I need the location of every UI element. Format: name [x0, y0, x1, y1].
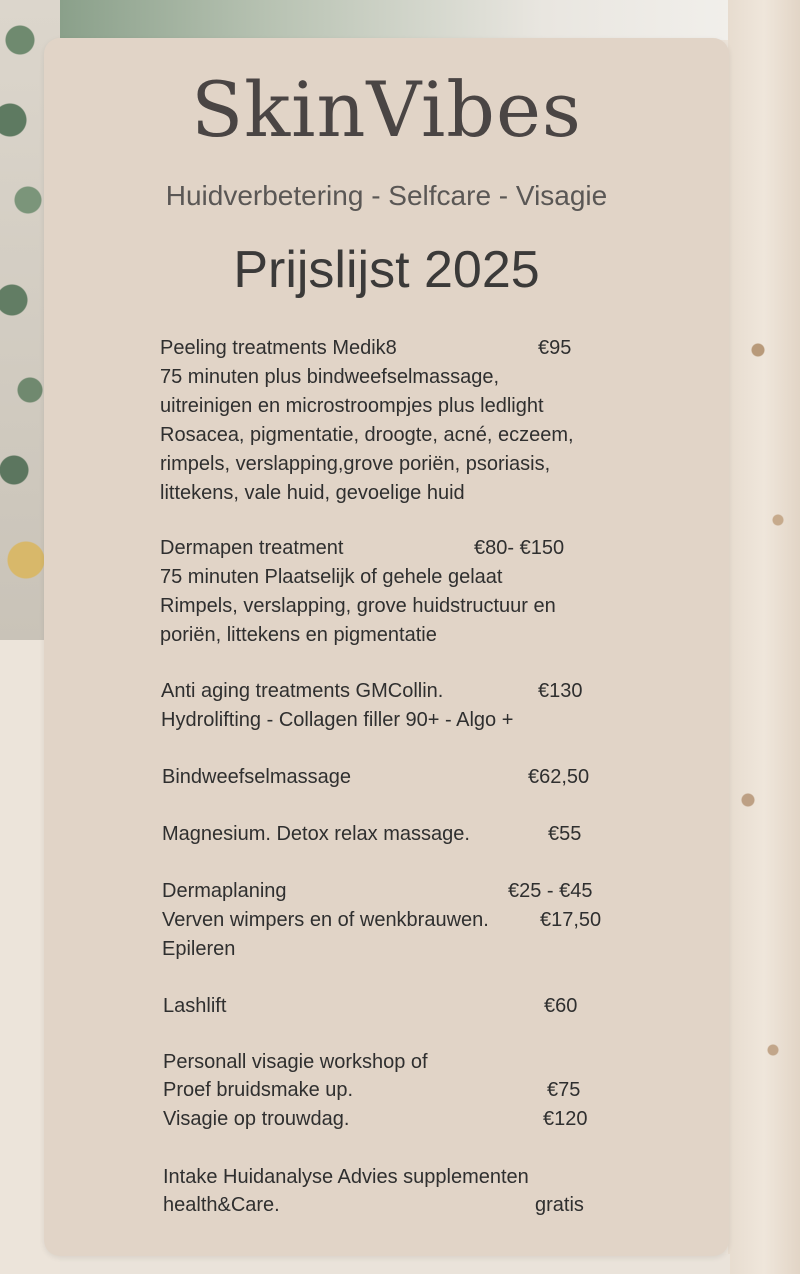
item-visagie-trouwdag-price: €120: [543, 1108, 588, 1130]
item-dermapen-desc-1: 75 minuten Plaatselijk of gehele gelaat: [160, 566, 503, 588]
item-dermapen-price: €80- €150: [474, 537, 565, 559]
item-lashlift-title: Lashlift: [163, 995, 227, 1017]
item-antiaging-desc-1: Hydrolifting - Collagen filler 90+ - Algo +: [161, 709, 514, 731]
item-dermapen-title: Dermapen treatment: [160, 537, 344, 559]
item-intake-price: gratis: [535, 1194, 584, 1216]
item-lashlift-price: €60: [544, 995, 578, 1017]
brand-tagline: Huidverbetering - Selfcare - Visagie: [165, 180, 608, 211]
item-epileren-title: Epileren: [162, 938, 236, 960]
item-visagie-proef: Proef bruidsmake up.: [163, 1079, 354, 1101]
background-stone-wall: [728, 0, 800, 1274]
background-bottom: [60, 1254, 730, 1274]
item-dermapen-desc-2: Rimpels, verslapping, grove huidstructuur en: [160, 595, 556, 617]
item-dermapen-desc-3: poriën, littekens en pigmentatie: [160, 624, 437, 646]
background-top: [60, 0, 750, 40]
item-peeling-desc-1: 75 minuten plus bindweefselmassage,: [160, 366, 500, 388]
item-antiaging-price: €130: [538, 680, 583, 702]
item-peeling-desc-4: rimpels, verslapping,grove poriën, psoriasis,: [160, 453, 551, 475]
item-peeling-desc-2: uitreinigen en microstroompjes plus ledlight: [160, 395, 544, 417]
item-bindweefsel-title: Bindweefselmassage: [162, 766, 351, 788]
item-visagie-trouwdag: Visagie op trouwdag.: [163, 1108, 350, 1130]
item-magnesium-title: Magnesium. Detox relax massage.: [162, 823, 470, 845]
item-peeling-desc-5: littekens, vale huid, gevoelige huid: [160, 482, 465, 504]
item-verven-title: Verven wimpers en of wenkbrauwen.: [162, 909, 489, 931]
item-verven-price: €17,50: [540, 909, 602, 931]
item-peeling-desc-3: Rosacea, pigmentatie, droogte, acné, eczeem,: [160, 424, 574, 446]
item-intake-subtitle: health&Care.: [163, 1194, 280, 1216]
item-dermaplaning-title: Dermaplaning: [162, 880, 287, 902]
item-peeling-price: €95: [538, 337, 572, 359]
item-magnesium-price: €55: [548, 823, 582, 845]
item-peeling-title: Peeling treatments Medik8: [160, 337, 397, 359]
item-intake-title: Intake Huidanalyse Advies supplementen: [163, 1166, 529, 1188]
item-dermaplaning-price: €25 - €45: [508, 880, 593, 902]
item-antiaging-title: Anti aging treatments GMCollin.: [161, 680, 444, 702]
brand-logo: SkinVibes: [191, 65, 582, 154]
price-list-heading: Prijslijst 2025: [233, 241, 540, 299]
item-visagie-proef-price: €75: [547, 1079, 581, 1101]
item-bindweefsel-price: €62,50: [528, 766, 590, 788]
item-visagie-workshop: Personall visagie workshop of: [163, 1051, 428, 1073]
